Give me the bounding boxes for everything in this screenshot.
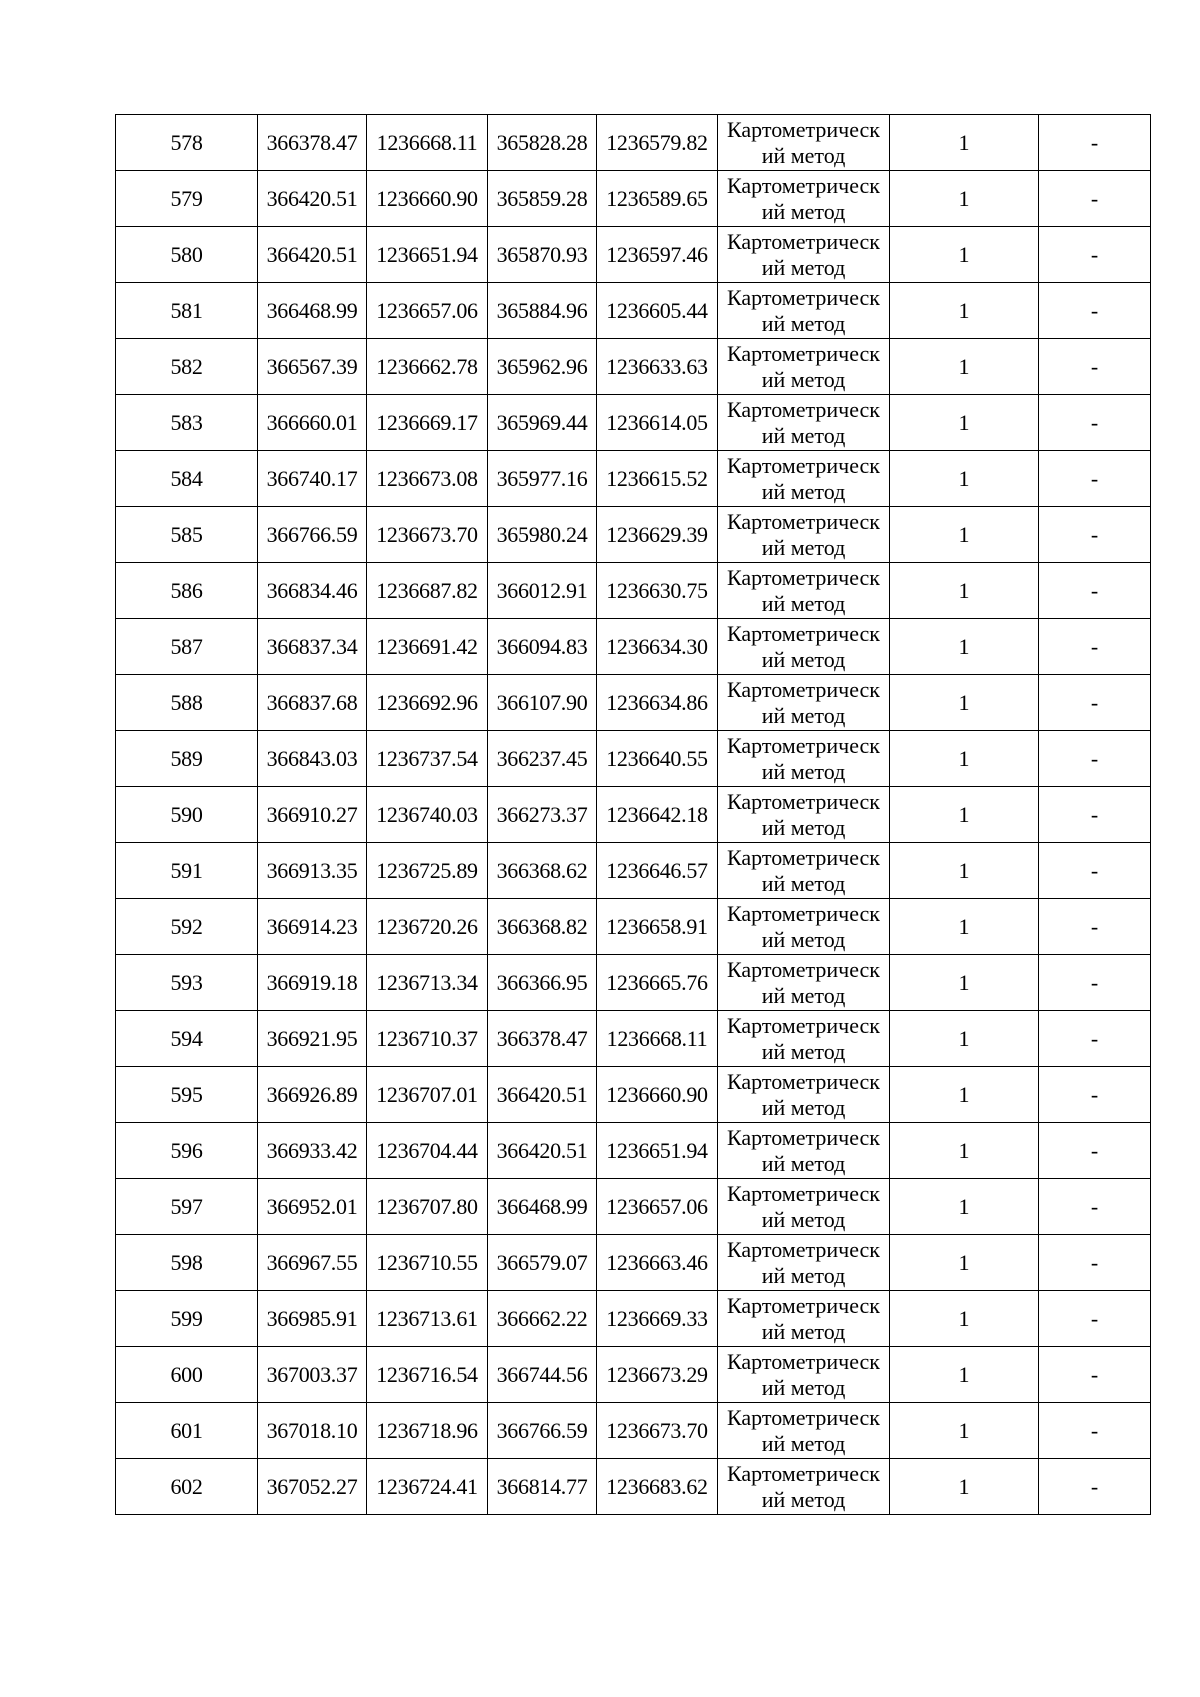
method-line-2: ий метод — [761, 702, 846, 728]
point-number-cell: 584 — [116, 451, 258, 507]
y-new-cell: 1236646.57 — [597, 843, 718, 899]
y-existing-cell: 1236692.96 — [367, 675, 488, 731]
accuracy-cell: 1 — [890, 507, 1039, 563]
y-new-cell: 1236640.55 — [597, 731, 718, 787]
x-new-cell: 366814.77 — [488, 1459, 597, 1515]
method-line-1: Картометрическ — [727, 900, 880, 926]
point-number-cell: 585 — [116, 507, 258, 563]
method-cell — [718, 1235, 890, 1291]
method-cell — [718, 899, 890, 955]
y-existing-cell: 1236687.82 — [367, 563, 488, 619]
method-cell — [718, 339, 890, 395]
accuracy-cell: 1 — [890, 1235, 1039, 1291]
y-existing-cell: 1236662.78 — [367, 339, 488, 395]
point-number-cell: 596 — [116, 1123, 258, 1179]
note-cell: - — [1039, 899, 1151, 955]
x-existing-cell: 366420.51 — [258, 227, 367, 283]
accuracy-cell: 1 — [890, 843, 1039, 899]
note-cell: - — [1039, 1347, 1151, 1403]
accuracy-cell: 1 — [890, 339, 1039, 395]
method-line-2: ий метод — [761, 478, 846, 504]
point-number-cell: 591 — [116, 843, 258, 899]
method-cell — [718, 1291, 890, 1347]
y-new-cell: 1236658.91 — [597, 899, 718, 955]
x-existing-cell: 366985.91 — [258, 1291, 367, 1347]
x-existing-cell: 366834.46 — [258, 563, 367, 619]
point-number-cell: 587 — [116, 619, 258, 675]
method-line-2: ий метод — [761, 1150, 846, 1176]
y-new-cell: 1236589.65 — [597, 171, 718, 227]
method-cell — [718, 731, 890, 787]
x-new-cell: 366378.47 — [488, 1011, 597, 1067]
point-number-cell: 599 — [116, 1291, 258, 1347]
y-new-cell: 1236605.44 — [597, 283, 718, 339]
x-existing-cell: 366952.01 — [258, 1179, 367, 1235]
method-line-2: ий метод — [761, 870, 846, 896]
table-row — [116, 283, 1151, 339]
method-line-2: ий метод — [761, 814, 846, 840]
table-row — [116, 1403, 1151, 1459]
x-new-cell: 366468.99 — [488, 1179, 597, 1235]
y-new-cell: 1236665.76 — [597, 955, 718, 1011]
method-line-2: ий метод — [761, 1430, 846, 1456]
note-cell: - — [1039, 395, 1151, 451]
method-line-1: Картометрическ — [727, 340, 880, 366]
y-new-cell: 1236663.46 — [597, 1235, 718, 1291]
table-row — [116, 227, 1151, 283]
y-existing-cell: 1236651.94 — [367, 227, 488, 283]
method-line-1: Картометрическ — [727, 564, 880, 590]
method-line-1: Картометрическ — [727, 1236, 880, 1262]
method-line-1: Картометрическ — [727, 116, 880, 142]
accuracy-cell: 1 — [890, 731, 1039, 787]
table-row — [116, 115, 1151, 171]
accuracy-cell: 1 — [890, 115, 1039, 171]
method-cell — [718, 1403, 890, 1459]
method-line-1: Картометрическ — [727, 676, 880, 702]
y-existing-cell: 1236720.26 — [367, 899, 488, 955]
x-existing-cell: 366420.51 — [258, 171, 367, 227]
y-existing-cell: 1236716.54 — [367, 1347, 488, 1403]
x-new-cell: 366766.59 — [488, 1403, 597, 1459]
table-row — [116, 675, 1151, 731]
x-existing-cell: 366740.17 — [258, 451, 367, 507]
method-line-1: Картометрическ — [727, 452, 880, 478]
accuracy-cell: 1 — [890, 563, 1039, 619]
y-new-cell: 1236683.62 — [597, 1459, 718, 1515]
x-new-cell: 365962.96 — [488, 339, 597, 395]
point-number-cell: 595 — [116, 1067, 258, 1123]
x-existing-cell: 366910.27 — [258, 787, 367, 843]
x-existing-cell: 366913.35 — [258, 843, 367, 899]
method-cell — [718, 395, 890, 451]
point-number-cell: 593 — [116, 955, 258, 1011]
y-new-cell: 1236629.39 — [597, 507, 718, 563]
y-existing-cell: 1236710.37 — [367, 1011, 488, 1067]
y-new-cell: 1236634.86 — [597, 675, 718, 731]
accuracy-cell: 1 — [890, 395, 1039, 451]
y-existing-cell: 1236707.80 — [367, 1179, 488, 1235]
y-existing-cell: 1236660.90 — [367, 171, 488, 227]
x-new-cell: 365828.28 — [488, 115, 597, 171]
y-existing-cell: 1236657.06 — [367, 283, 488, 339]
x-existing-cell: 366967.55 — [258, 1235, 367, 1291]
note-cell: - — [1039, 731, 1151, 787]
table-row — [116, 1235, 1151, 1291]
point-number-cell: 581 — [116, 283, 258, 339]
y-new-cell: 1236579.82 — [597, 115, 718, 171]
x-existing-cell: 366378.47 — [258, 115, 367, 171]
coordinates-table — [115, 114, 1151, 1515]
x-existing-cell: 366921.95 — [258, 1011, 367, 1067]
y-existing-cell: 1236713.34 — [367, 955, 488, 1011]
y-existing-cell: 1236740.03 — [367, 787, 488, 843]
x-new-cell: 366107.90 — [488, 675, 597, 731]
y-new-cell: 1236669.33 — [597, 1291, 718, 1347]
table-body — [116, 115, 1151, 1515]
y-new-cell: 1236630.75 — [597, 563, 718, 619]
method-cell — [718, 1123, 890, 1179]
point-number-cell: 590 — [116, 787, 258, 843]
note-cell: - — [1039, 451, 1151, 507]
table-row — [116, 171, 1151, 227]
method-line-1: Картометрическ — [727, 732, 880, 758]
method-line-1: Картометрическ — [727, 1180, 880, 1206]
method-line-2: ий метод — [761, 1318, 846, 1344]
x-new-cell: 366273.37 — [488, 787, 597, 843]
method-cell — [718, 843, 890, 899]
x-existing-cell: 366933.42 — [258, 1123, 367, 1179]
x-new-cell: 365870.93 — [488, 227, 597, 283]
method-line-1: Картометрическ — [727, 844, 880, 870]
accuracy-cell: 1 — [890, 451, 1039, 507]
method-cell — [718, 955, 890, 1011]
method-cell — [718, 171, 890, 227]
x-existing-cell: 366660.01 — [258, 395, 367, 451]
method-cell — [718, 115, 890, 171]
note-cell: - — [1039, 787, 1151, 843]
method-line-1: Картометрическ — [727, 1404, 880, 1430]
method-cell — [718, 563, 890, 619]
note-cell: - — [1039, 1235, 1151, 1291]
method-cell — [718, 619, 890, 675]
y-new-cell: 1236634.30 — [597, 619, 718, 675]
x-new-cell: 366420.51 — [488, 1067, 597, 1123]
accuracy-cell: 1 — [890, 619, 1039, 675]
method-line-2: ий метод — [761, 254, 846, 280]
y-new-cell: 1236615.52 — [597, 451, 718, 507]
y-existing-cell: 1236673.08 — [367, 451, 488, 507]
y-new-cell: 1236673.29 — [597, 1347, 718, 1403]
x-new-cell: 366012.91 — [488, 563, 597, 619]
y-existing-cell: 1236673.70 — [367, 507, 488, 563]
method-line-1: Картометрическ — [727, 1348, 880, 1374]
note-cell: - — [1039, 115, 1151, 171]
x-new-cell: 365969.44 — [488, 395, 597, 451]
x-new-cell: 366662.22 — [488, 1291, 597, 1347]
x-existing-cell: 367052.27 — [258, 1459, 367, 1515]
x-new-cell: 365884.96 — [488, 283, 597, 339]
accuracy-cell: 1 — [890, 1403, 1039, 1459]
x-new-cell: 365977.16 — [488, 451, 597, 507]
x-new-cell: 366366.95 — [488, 955, 597, 1011]
method-cell — [718, 675, 890, 731]
method-cell — [718, 451, 890, 507]
method-line-1: Картометрическ — [727, 1068, 880, 1094]
method-line-1: Картометрическ — [727, 788, 880, 814]
point-number-cell: 602 — [116, 1459, 258, 1515]
y-existing-cell: 1236725.89 — [367, 843, 488, 899]
point-number-cell: 580 — [116, 227, 258, 283]
note-cell: - — [1039, 1067, 1151, 1123]
accuracy-cell: 1 — [890, 899, 1039, 955]
method-line-1: Картометрическ — [727, 956, 880, 982]
accuracy-cell: 1 — [890, 787, 1039, 843]
method-line-1: Картометрическ — [727, 620, 880, 646]
table-row — [116, 787, 1151, 843]
table-row — [116, 395, 1151, 451]
table-row — [116, 1459, 1151, 1515]
y-new-cell: 1236614.05 — [597, 395, 718, 451]
note-cell: - — [1039, 1123, 1151, 1179]
method-line-1: Картометрическ — [727, 228, 880, 254]
note-cell: - — [1039, 507, 1151, 563]
accuracy-cell: 1 — [890, 1459, 1039, 1515]
y-new-cell: 1236668.11 — [597, 1011, 718, 1067]
y-new-cell: 1236633.63 — [597, 339, 718, 395]
accuracy-cell: 1 — [890, 227, 1039, 283]
point-number-cell: 586 — [116, 563, 258, 619]
note-cell: - — [1039, 1179, 1151, 1235]
note-cell: - — [1039, 1403, 1151, 1459]
x-existing-cell: 366919.18 — [258, 955, 367, 1011]
method-line-2: ий метод — [761, 310, 846, 336]
x-existing-cell: 366837.34 — [258, 619, 367, 675]
method-line-2: ий метод — [761, 646, 846, 672]
table-row — [116, 507, 1151, 563]
y-new-cell: 1236642.18 — [597, 787, 718, 843]
method-cell — [718, 507, 890, 563]
method-line-2: ий метод — [761, 590, 846, 616]
x-existing-cell: 367018.10 — [258, 1403, 367, 1459]
note-cell: - — [1039, 1459, 1151, 1515]
note-cell: - — [1039, 339, 1151, 395]
x-existing-cell: 366468.99 — [258, 283, 367, 339]
table-row — [116, 843, 1151, 899]
method-line-2: ий метод — [761, 198, 846, 224]
x-new-cell: 366744.56 — [488, 1347, 597, 1403]
accuracy-cell: 1 — [890, 1347, 1039, 1403]
method-line-2: ий метод — [761, 1262, 846, 1288]
note-cell: - — [1039, 843, 1151, 899]
y-existing-cell: 1236718.96 — [367, 1403, 488, 1459]
method-line-1: Картометрическ — [727, 1292, 880, 1318]
table-row — [116, 1179, 1151, 1235]
accuracy-cell: 1 — [890, 1179, 1039, 1235]
x-new-cell: 365980.24 — [488, 507, 597, 563]
x-existing-cell: 366837.68 — [258, 675, 367, 731]
table-row — [116, 1011, 1151, 1067]
point-number-cell: 588 — [116, 675, 258, 731]
accuracy-cell: 1 — [890, 1291, 1039, 1347]
note-cell: - — [1039, 171, 1151, 227]
table-row — [116, 339, 1151, 395]
method-line-2: ий метод — [761, 1374, 846, 1400]
y-existing-cell: 1236713.61 — [367, 1291, 488, 1347]
y-new-cell: 1236660.90 — [597, 1067, 718, 1123]
method-line-2: ий метод — [761, 142, 846, 168]
x-new-cell: 366094.83 — [488, 619, 597, 675]
x-new-cell: 366368.62 — [488, 843, 597, 899]
point-number-cell: 597 — [116, 1179, 258, 1235]
table-row — [116, 899, 1151, 955]
x-new-cell: 365859.28 — [488, 171, 597, 227]
method-cell — [718, 1067, 890, 1123]
method-line-1: Картометрическ — [727, 284, 880, 310]
x-existing-cell: 366843.03 — [258, 731, 367, 787]
method-line-2: ий метод — [761, 982, 846, 1008]
method-cell — [718, 1347, 890, 1403]
note-cell: - — [1039, 675, 1151, 731]
method-line-1: Картометрическ — [727, 1124, 880, 1150]
point-number-cell: 582 — [116, 339, 258, 395]
table-row — [116, 1347, 1151, 1403]
y-existing-cell: 1236707.01 — [367, 1067, 488, 1123]
y-existing-cell: 1236710.55 — [367, 1235, 488, 1291]
y-new-cell: 1236673.70 — [597, 1403, 718, 1459]
method-line-1: Картометрическ — [727, 1012, 880, 1038]
y-existing-cell: 1236691.42 — [367, 619, 488, 675]
method-line-2: ий метод — [761, 422, 846, 448]
accuracy-cell: 1 — [890, 1123, 1039, 1179]
method-cell — [718, 1011, 890, 1067]
x-new-cell: 366368.82 — [488, 899, 597, 955]
note-cell: - — [1039, 227, 1151, 283]
note-cell: - — [1039, 619, 1151, 675]
method-line-1: Картометрическ — [727, 172, 880, 198]
method-cell — [718, 1459, 890, 1515]
table-row — [116, 1123, 1151, 1179]
method-line-2: ий метод — [761, 1038, 846, 1064]
method-line-1: Картометрическ — [727, 1460, 880, 1486]
point-number-cell: 592 — [116, 899, 258, 955]
method-line-2: ий метод — [761, 1094, 846, 1120]
table-row — [116, 563, 1151, 619]
point-number-cell: 600 — [116, 1347, 258, 1403]
accuracy-cell: 1 — [890, 1011, 1039, 1067]
point-number-cell: 579 — [116, 171, 258, 227]
method-line-2: ий метод — [761, 366, 846, 392]
note-cell: - — [1039, 955, 1151, 1011]
y-existing-cell: 1236668.11 — [367, 115, 488, 171]
accuracy-cell: 1 — [890, 955, 1039, 1011]
x-existing-cell: 366567.39 — [258, 339, 367, 395]
note-cell: - — [1039, 283, 1151, 339]
method-line-2: ий метод — [761, 926, 846, 952]
method-cell — [718, 1179, 890, 1235]
point-number-cell: 578 — [116, 115, 258, 171]
note-cell: - — [1039, 1011, 1151, 1067]
method-cell — [718, 227, 890, 283]
y-existing-cell: 1236737.54 — [367, 731, 488, 787]
method-line-1: Картометрическ — [727, 396, 880, 422]
method-cell — [718, 283, 890, 339]
table-row — [116, 1067, 1151, 1123]
x-existing-cell: 367003.37 — [258, 1347, 367, 1403]
x-existing-cell: 366766.59 — [258, 507, 367, 563]
x-new-cell: 366420.51 — [488, 1123, 597, 1179]
y-new-cell: 1236597.46 — [597, 227, 718, 283]
accuracy-cell: 1 — [890, 171, 1039, 227]
x-existing-cell: 366926.89 — [258, 1067, 367, 1123]
accuracy-cell: 1 — [890, 283, 1039, 339]
x-new-cell: 366237.45 — [488, 731, 597, 787]
method-line-2: ий метод — [761, 1486, 846, 1512]
table-row — [116, 1291, 1151, 1347]
y-existing-cell: 1236669.17 — [367, 395, 488, 451]
accuracy-cell: 1 — [890, 1067, 1039, 1123]
y-new-cell: 1236651.94 — [597, 1123, 718, 1179]
point-number-cell: 583 — [116, 395, 258, 451]
point-number-cell: 594 — [116, 1011, 258, 1067]
x-existing-cell: 366914.23 — [258, 899, 367, 955]
method-cell — [718, 787, 890, 843]
table-row — [116, 955, 1151, 1011]
note-cell: - — [1039, 1291, 1151, 1347]
note-cell: - — [1039, 563, 1151, 619]
point-number-cell: 598 — [116, 1235, 258, 1291]
table-row — [116, 731, 1151, 787]
y-existing-cell: 1236704.44 — [367, 1123, 488, 1179]
y-new-cell: 1236657.06 — [597, 1179, 718, 1235]
table-row — [116, 451, 1151, 507]
x-new-cell: 366579.07 — [488, 1235, 597, 1291]
y-existing-cell: 1236724.41 — [367, 1459, 488, 1515]
accuracy-cell: 1 — [890, 675, 1039, 731]
method-line-2: ий метод — [761, 758, 846, 784]
method-line-2: ий метод — [761, 1206, 846, 1232]
method-line-2: ий метод — [761, 534, 846, 560]
point-number-cell: 589 — [116, 731, 258, 787]
table-row — [116, 619, 1151, 675]
point-number-cell: 601 — [116, 1403, 258, 1459]
method-line-1: Картометрическ — [727, 508, 880, 534]
